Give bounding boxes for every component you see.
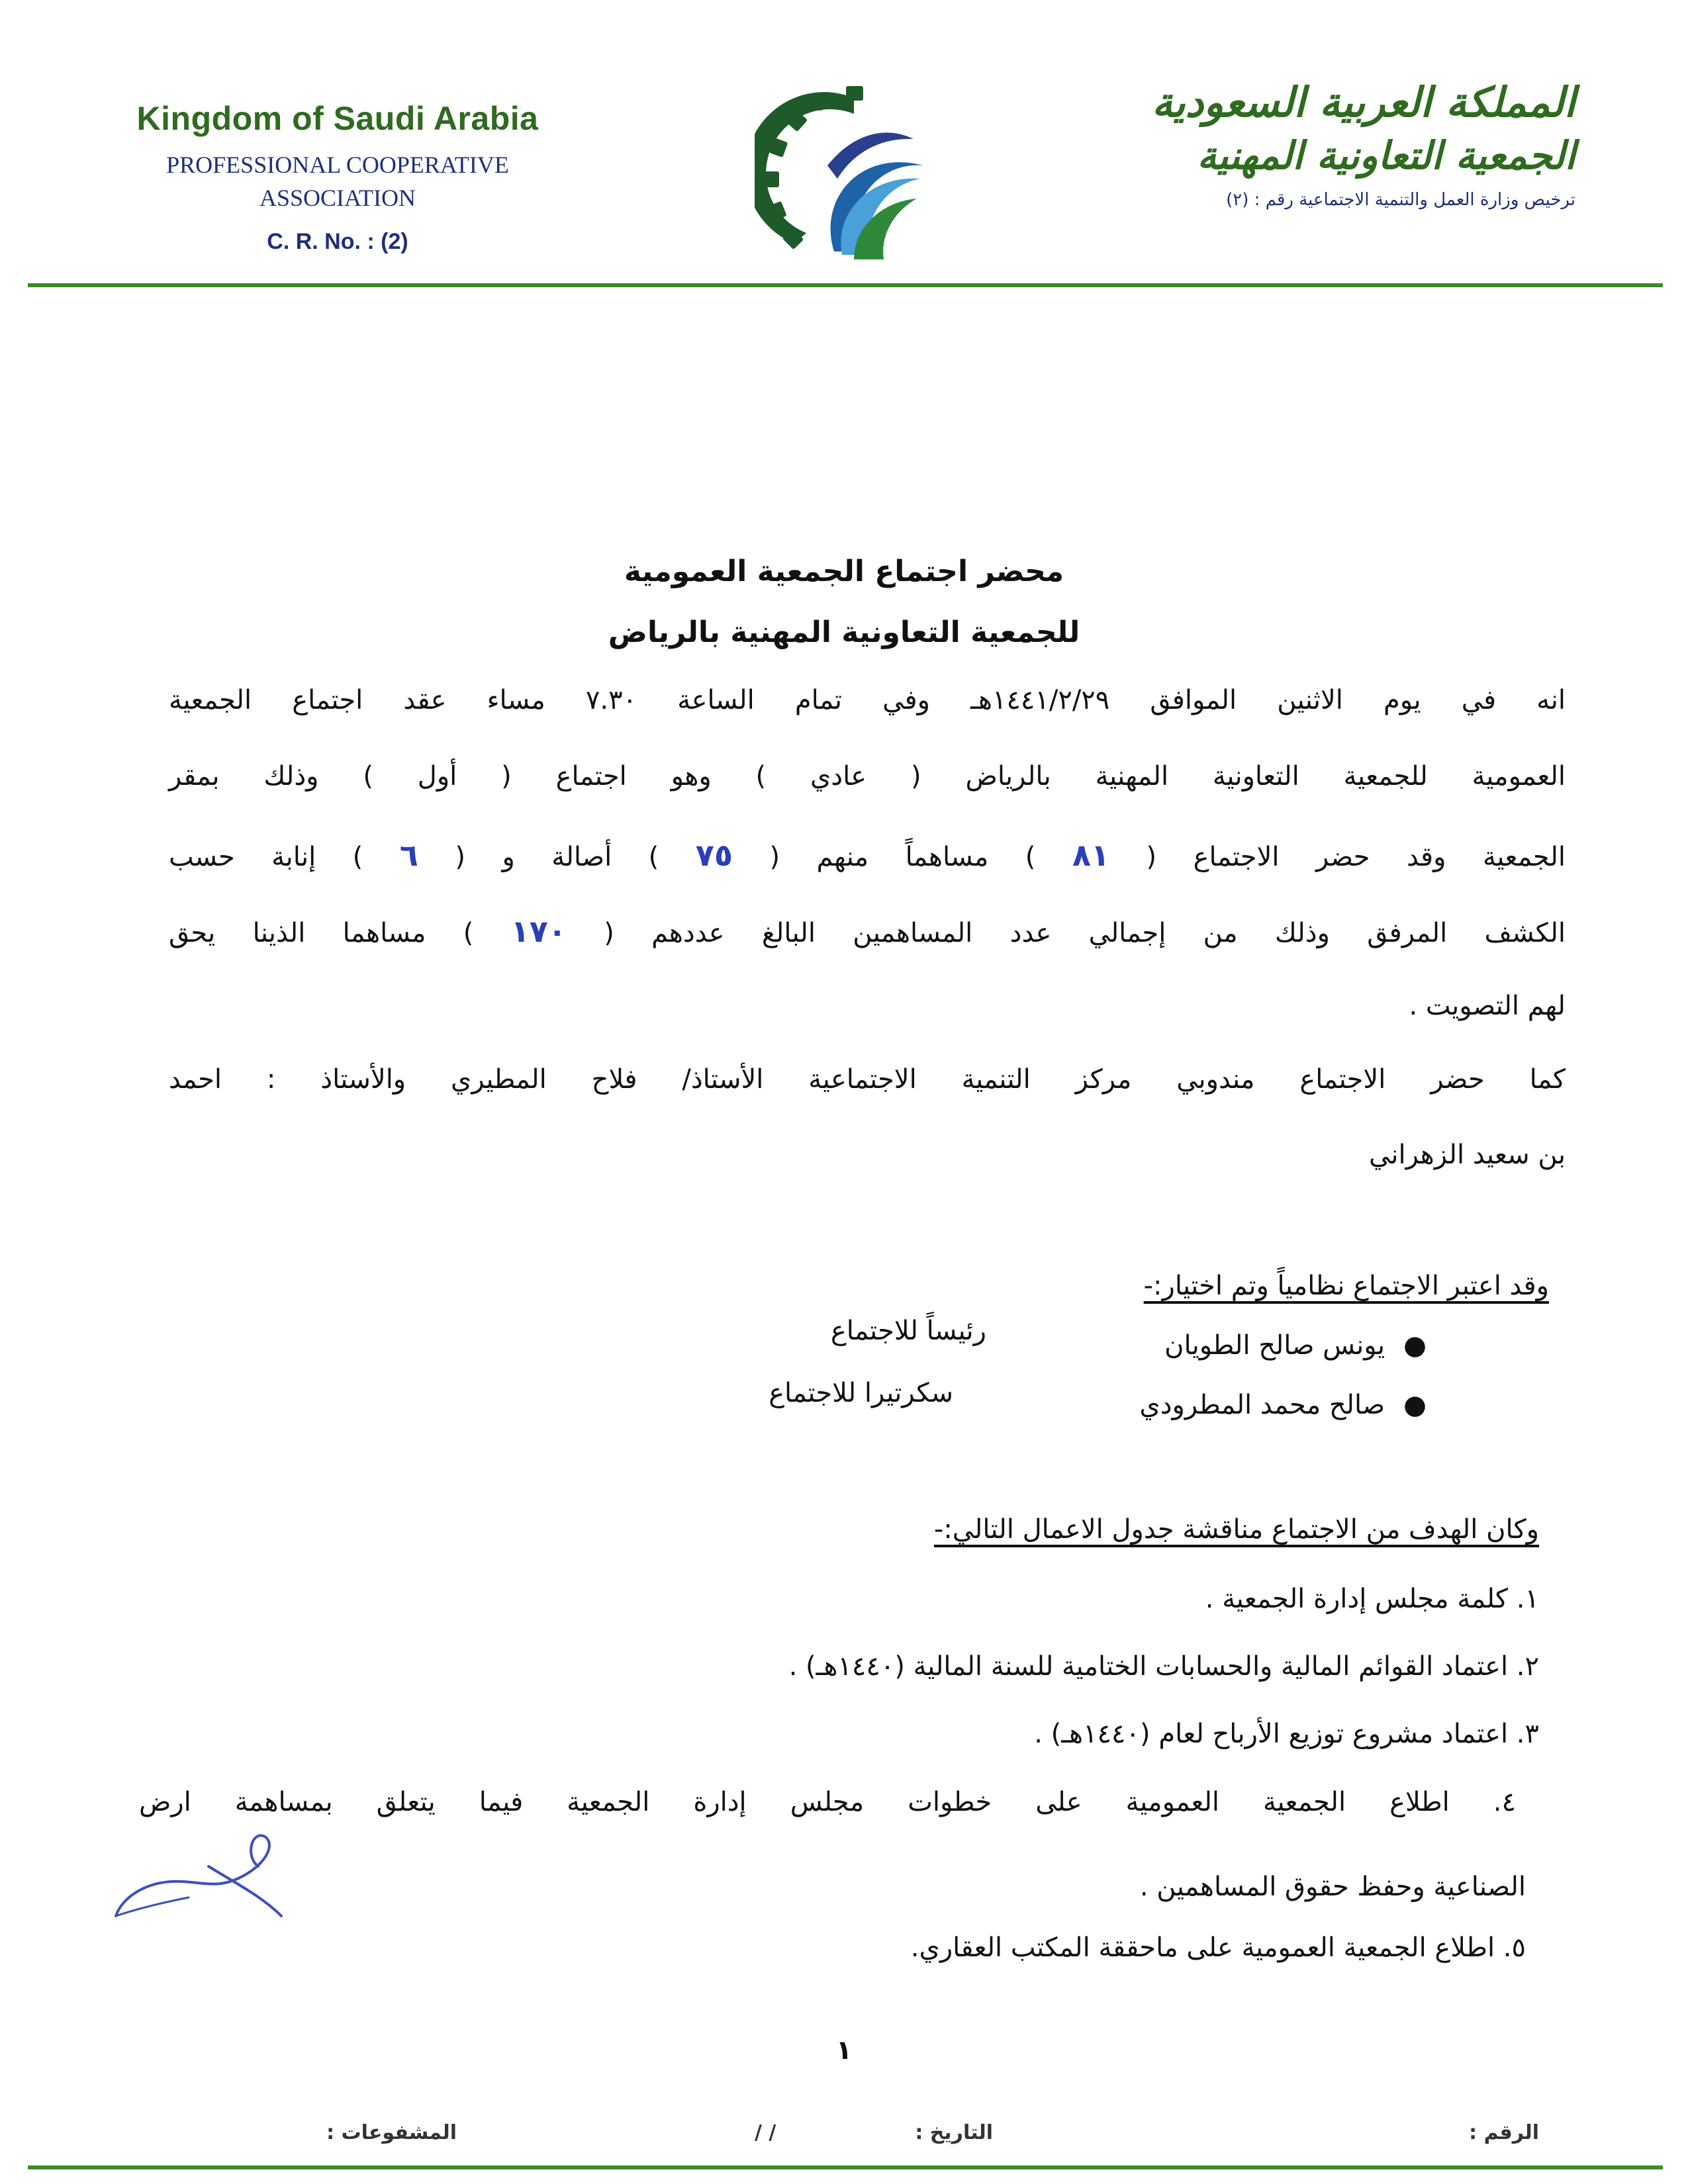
line3-part-b: ) مساهماً منهم ( [769, 842, 1036, 872]
agenda-item-4-cont: الصناعية وحفظ حقوق المساهمين . [1139, 1872, 1526, 1902]
english-letterhead [99, 99, 576, 255]
paragraph-line-2: العمومية للجمعية التعاونية المهنية بالرياض ( عادي ) وهو اجتماع ( أول ) وذلك بمقر [169, 761, 1566, 792]
handwritten-total-shareholders: ١٧٠ [510, 913, 567, 949]
handwritten-original-count: ٧٥ [695, 837, 733, 873]
en-org-line1: PROFESSIONAL COOPERATIVE [166, 152, 509, 178]
secretary-name: صالح محمد المطرودي [1139, 1390, 1385, 1420]
ar-license-line: ترخيص وزارة العمل والتنمية الاجتماعية رقم : (٢) [1226, 190, 1575, 210]
handwritten-proxy-count: ٦ [399, 837, 418, 873]
line3-part-c: ) أصالة و ( [455, 842, 659, 872]
agenda-item-4: ٤. اطلاع الجمعية العمومية على خطوات مجلس إدارة الجمعية فيما يتعلق بمساهمة ارض [139, 1787, 1516, 1817]
paragraph-line-4 [169, 913, 1566, 949]
paragraph-line-3 [169, 837, 1566, 873]
agenda-item-2: ٢. اعتماد القوائم المالية والحسابات الختامية للسنة المالية (١٤٤٠هـ) . [788, 1651, 1539, 1682]
elected-chair-name [1164, 1330, 1427, 1361]
association-logo-icon [755, 86, 940, 265]
agenda-item-3: ٣. اعتماد مشروع توزيع الأرباح لعام (١٤٤٠هـ) . [1034, 1719, 1539, 1749]
footer-divider [28, 2165, 1663, 2169]
header-divider [28, 283, 1663, 287]
document-title: محضر اجتماع الجمعية العمومية [624, 555, 1064, 588]
footer-number-label: الرقم : [1469, 2121, 1539, 2144]
bullet-icon: ● [1403, 1390, 1427, 1420]
line4-part-b: ) مساهما الذينا يحق [169, 918, 474, 948]
election-heading: وقد اعتبر الاجتماع نظامياً وتم اختيار:- [1143, 1271, 1549, 1301]
document-subtitle: للجمعية التعاونية المهنية بالرياض [608, 615, 1080, 649]
agenda-heading: وكان الهدف من الاجتماع مناقشة جدول الاعمال التالي:- [933, 1514, 1539, 1545]
en-cr-number: C. R. No. : (2) [267, 229, 408, 254]
attendance-line-1: كما حضر الاجتماع مندوبي مركز التنمية الاجتماعية الأستاذ/ فلاح المطيري والأستاذ : احمد [169, 1064, 1566, 1095]
agenda-item-5: ٥. اطلاع الجمعية العمومية على ماحققة المكتب العقاري. [910, 1933, 1526, 1963]
arabic-letterhead [1099, 78, 1575, 210]
line3-part-a: الجمعية وقد حضر الاجتماع ( [1146, 842, 1566, 872]
ar-kingdom-title: المملكة العربية السعودية [1152, 78, 1575, 126]
en-org-title: Kingdom of Saudi Arabia [136, 100, 539, 137]
elected-secretary-name [1139, 1390, 1427, 1420]
signature-icon [109, 1817, 308, 1929]
attendance-line-2: بن سعيد الزهراني [1368, 1140, 1566, 1170]
footer-attachments-label: المشفوعات : [326, 2121, 457, 2144]
footer-date-label: التاريخ : [915, 2121, 993, 2144]
chair-name: يونس صالح الطويان [1164, 1330, 1385, 1361]
footer-date-slashes: / / [755, 2121, 776, 2144]
paragraph-line-1: انه في يوم الاثنين الموافق ١٤٤١/٢/٢٩هـ وفي تمام الساعة ٧.٣٠ مساء عقد اجتماع الجمعية [169, 685, 1566, 715]
elected-secretary-role: سكرتيرا للاجتماع [769, 1378, 953, 1408]
paragraph-line-5: لهم التصويت . [1409, 991, 1566, 1021]
line3-part-d: ) إنابة حسب [169, 842, 363, 872]
elected-chair-role: رئيساً للاجتماع [830, 1316, 986, 1346]
ar-association-title: الجمعية التعاونية المهنية [1197, 133, 1575, 178]
line4-part-a: الكشف المرفق وذلك من إجمالي عدد المساهمين البالغ عددهم ( [604, 918, 1566, 948]
bullet-icon: ● [1403, 1330, 1427, 1361]
handwritten-attendees-count: ٨١ [1072, 837, 1110, 873]
page-number: ١ [835, 2035, 853, 2066]
en-org-line2: ASSOCIATION [259, 185, 416, 211]
agenda-item-1: ١. كلمة مجلس إدارة الجمعية . [1205, 1584, 1539, 1614]
